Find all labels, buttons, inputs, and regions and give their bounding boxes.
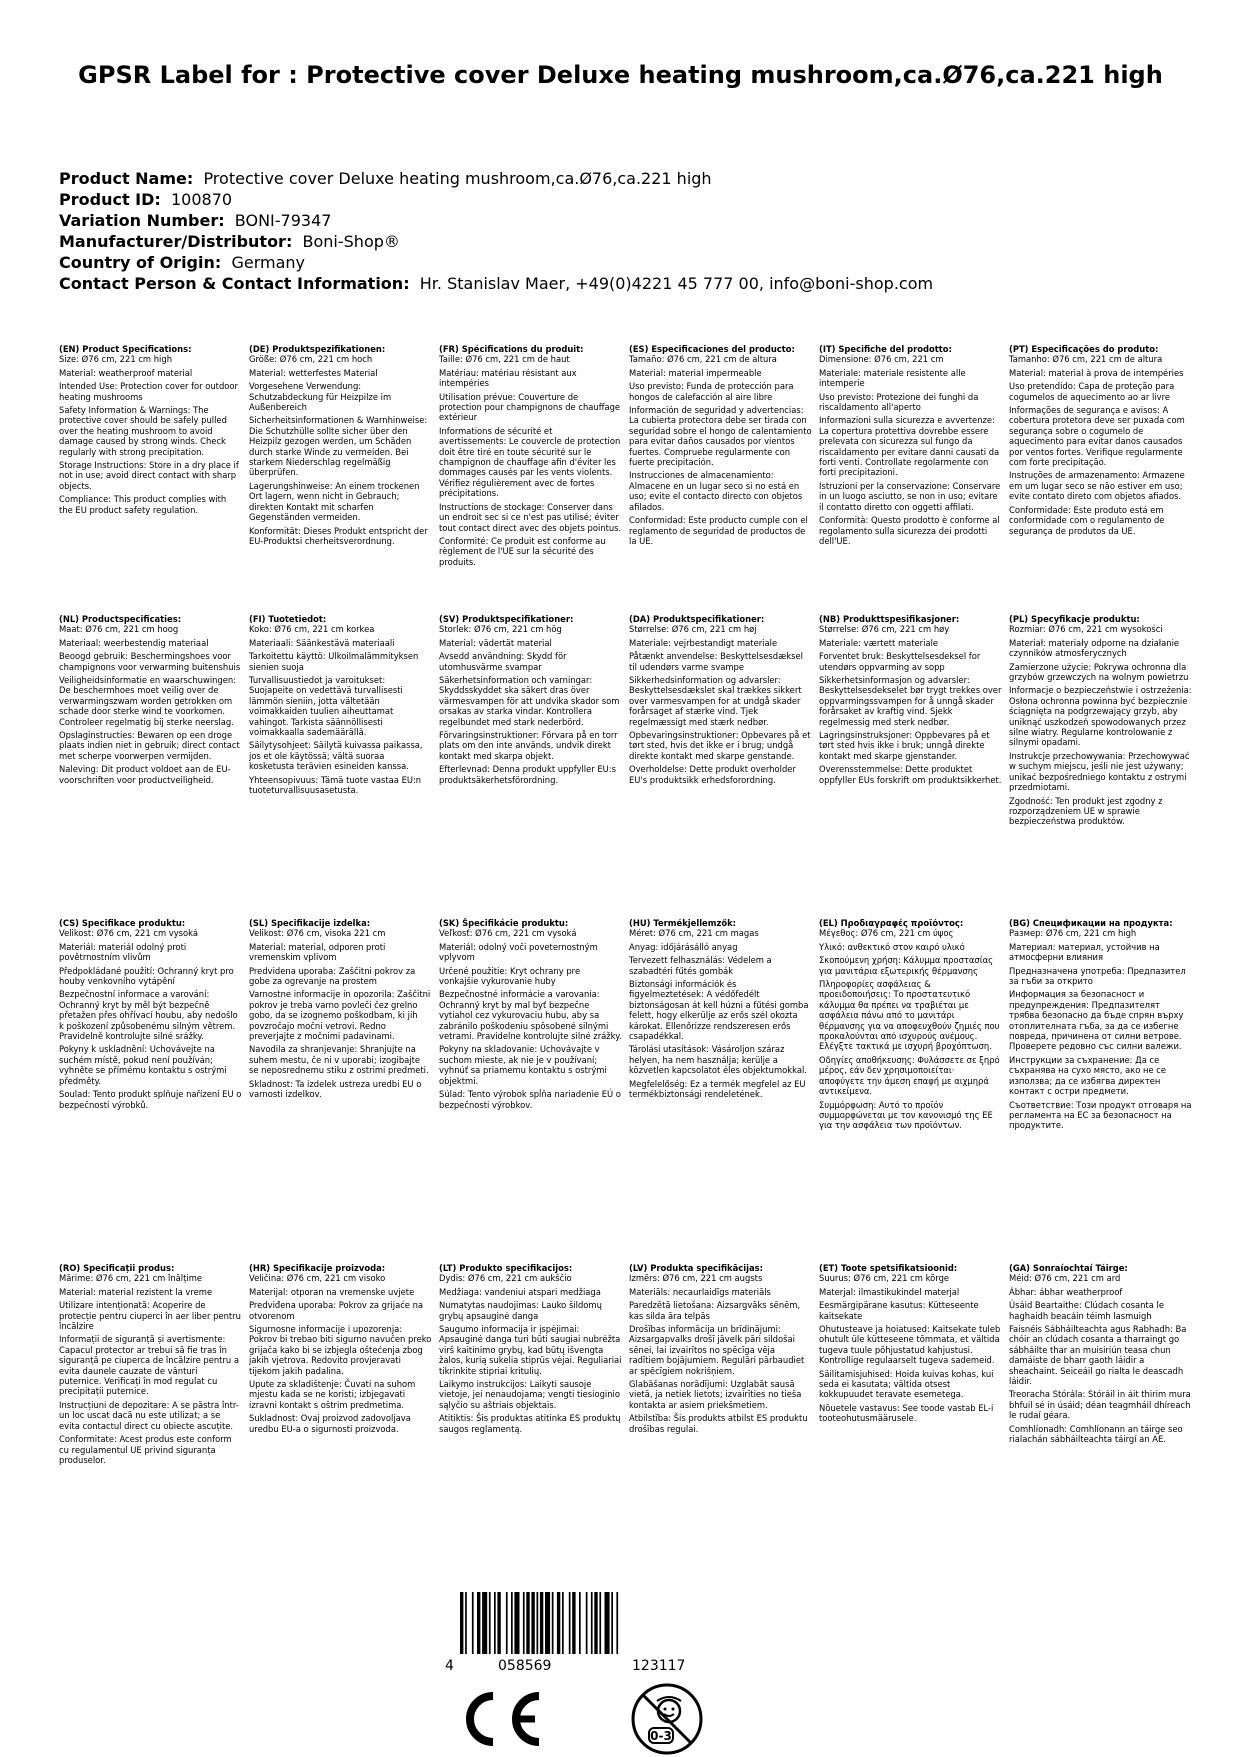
barcode-bar — [572, 1592, 575, 1654]
spec-heading: (PT) Especificações do produto: — [1009, 344, 1159, 354]
spec-line: Rozmiar: Ø76 cm, 221 cm wysokości — [1009, 624, 1163, 635]
spec-block — [819, 614, 1008, 918]
spec-line: Atbilstība: Šis produkts atbilst ES produktu drošības regulai. — [629, 1413, 808, 1434]
spec-line: Materiał: materiały odporne na działanie czynników atmosferycznych — [1009, 637, 1180, 659]
spec-line: Saugumo informacija ir įspėjimai: Apsauginė danga turi būti saugiai nubrėžta virš kaitinimo grybų, kad būtų išvengta žalos, kurią sukelia stiprūs vėjai. Reguliariai tikrinkite stipriai kritulių. — [439, 1324, 622, 1376]
barcode-bar — [460, 1592, 463, 1654]
spec-line: Informações de segurança e avisos: A cobertura protetora deve ser puxada com segurança sobre o cogumelo de aquecimento para evitar danos causados por ventos fortes. Verifique regularmente com forte precipitação. — [1009, 405, 1185, 468]
spec-row — [59, 344, 1199, 614]
spec-line: Skladnost: Ta izdelek ustreza uredbi EU o varnosti izdelkov. — [249, 1078, 422, 1100]
spec-line: Pokyny k uskladnění: Uchovávejte na suchém místě, pokud není používán; vyhněte se přímému kontaktu s ostrými předměty. — [59, 1044, 227, 1086]
spec-line: Compliance: This product complies with the EU product safety regulation. — [59, 494, 227, 515]
spec-line: Bezpečnostní informace a varování: Ochranný kryt by měl být bezpečně přetažen přes ohřívací houbu, aby nedošlo k poškození způsobenému silným větrem. Pravidelně kontrolujte silné srážky. — [59, 989, 238, 1042]
spec-line: Numatytas naudojimas: Lauko šildomų grybų apsauginė danga — [439, 1300, 602, 1321]
spec-line: Forventet bruk: Beskyttelsesdeksel for utendørs oppvarming av sopp — [819, 651, 981, 672]
spec-line: Upute za skladištenje: Čuvati na suhom mjestu kada se ne koristi; izbjegavati izravni kontakt s oštrim predmetima. — [249, 1379, 416, 1410]
info-label: Variation Number: — [59, 211, 225, 230]
barcode-bar — [616, 1592, 618, 1654]
spec-block — [819, 918, 1008, 1263]
spec-line: Úsáid Beartaithe: Clúdach cosanta le haghaidh beacáin téimh lasmuigh — [1009, 1300, 1164, 1321]
info-row — [59, 252, 1209, 273]
spec-line: Navodila za shranjevanje: Shranjujte na suhem mestu, če ni v uporabi; izogibajte se neposrednemu stiku z ostrimi predmeti. — [249, 1044, 429, 1076]
spec-line: Conformitate: Acest produs este conform cu regulamentul UE privind siguranța produselor. — [59, 1434, 232, 1465]
barcode-bar — [511, 1592, 513, 1654]
barcode-bar — [472, 1592, 474, 1654]
spec-line: Säilitamisjuhised: Hoida kuivas kohas, kui seda ei kasutata; vältida otsest kokkupuudet teravate esemetega. — [819, 1368, 994, 1400]
barcode-bar — [569, 1592, 571, 1654]
spec-line: Informații de siguranță și avertismente: Capacul protector ar trebui să fie tras în siguranță pe ciuperca de încălzire pentru a evita daunele cauzate de vânturi puternice. Verificați în mod regulat cu precipitații puternice. — [59, 1334, 240, 1397]
spec-line: Bezpečnostné informácie a varovania: Ochranný kryt by mal byť bezpečne vytiahol cez vykurovaciu hubu, aby sa zabránilo poškodeniu spôsobené silnými vetrami. Pravidelne kontrolujte silné zrážky. — [439, 989, 622, 1042]
spec-line: Materiál: materiál odolný proti povětrnostním vlivům — [59, 941, 187, 963]
spec-line: Material: material, odporen proti vremenskim vplivom — [249, 941, 386, 963]
spec-line: Matériau: matériau résistant aux intempéries — [439, 367, 577, 389]
spec-heading: (BG) Спецификации на продукта: — [1009, 918, 1173, 928]
barcode-bar — [562, 1592, 564, 1654]
info-value: Protective cover Deluxe heating mushroom,ca.Ø76,ca.221 high — [203, 169, 712, 188]
spec-heading: (SV) Produktspecifikationer: — [439, 614, 574, 624]
spec-line: Paredzētā lietošana: Aizsargvāks sēnēm, kas silda āra telpās — [629, 1300, 801, 1321]
spec-heading: (HU) Termékjellemzők: — [629, 918, 737, 928]
spec-line: Dydis: Ø76 cm, 221 cm aukščio — [439, 1273, 572, 1284]
spec-line: Utilizare intenționată: Acoperire de protecție pentru ciuperci în aer liber pentru încălzire — [59, 1300, 241, 1332]
spec-line: Conformidade: Este produto está em conformidade com o regulamento de segurança de produtos da UE. — [1009, 504, 1165, 536]
spec-block — [1009, 614, 1198, 918]
spec-block — [249, 344, 438, 614]
barcode-digits-middle: 058569 — [498, 1658, 552, 1672]
barcode-bars — [460, 1592, 618, 1654]
spec-line: Yhteensopivuus: Tämä tuote vastaa EU:n tuoteturvallisuusasetusta. — [249, 774, 422, 796]
age-label: 0-3 — [650, 1729, 672, 1743]
spec-line: Instrucciones de almacenamiento: Almacene en un lugar seco si no está en uso; evite el contacto directo con objetos afilados. — [629, 470, 803, 512]
barcode-bar — [594, 1592, 597, 1654]
spec-line: Instructions de stockage: Conserver dans un endroit sec si ce n'est pas utilisé; éviter tout contact direct avec des objets pointus. — [439, 501, 622, 533]
spec-heading: (FI) Tuotetiedot: — [249, 614, 327, 624]
barcode-bar — [526, 1592, 529, 1654]
barcode-bar — [494, 1592, 496, 1654]
spec-line: Sukladnost: Ovaj proizvod zadovoljava uredbu EU-a o sigurnosti proizvoda. — [249, 1413, 411, 1434]
spec-line: Материал: материал, устойчив на атмосферни влияния — [1009, 941, 1160, 963]
spec-heading: (FR) Spécifications du produit: — [439, 344, 584, 354]
info-label: Contact Person & Contact Information: — [59, 274, 410, 293]
spec-line: Material: material rezistent la vreme — [59, 1286, 213, 1297]
spec-line: Suurus: Ø76 cm, 221 cm kõrge — [819, 1273, 950, 1284]
spec-line: Σκοπούμενη χρήση: Κάλυμμα προστασίας για μανιτάρια εξωτερικής θέρμανσης — [819, 955, 994, 976]
spec-block — [439, 614, 628, 918]
spec-line: Predvidena uporaba: Zaščitni pokrov za gobe za ogrevanje na prostem — [249, 965, 416, 987]
spec-line: Material: wetterfestes Material — [249, 367, 378, 378]
spec-line: Dimensione: Ø76 cm, 221 cm — [819, 354, 944, 365]
barcode-bar — [465, 1592, 467, 1654]
barcode-bar — [579, 1592, 581, 1654]
spec-line: Veličina: Ø76 cm, 221 cm visoko — [249, 1273, 386, 1284]
spec-line: Treoracha Stórála: Stóráil in áit thirim mura bhfuil sé in úsáid; déan teagmháil dhíreach le rudaí géara. — [1009, 1389, 1191, 1421]
spec-block — [439, 918, 628, 1263]
spec-line: Medžiaga: vandeniui atspari medžiaga — [439, 1286, 601, 1297]
spec-line: Sikkerhedsinformation og advarsler: Beskyttelsesdækslet skal trækkes sikkert over varmesvampen for at undgå skader forårsaget af stærke vind. Tjek regelmæssigt med stærk nedbør. — [629, 675, 802, 727]
info-value: Hr. Stanislav Maer, +49(0)4221 45 777 00, info@boni-shop.com — [419, 274, 934, 293]
spec-line: Uso previsto: Funda de protección para hongos de calefacción al aire libre — [629, 381, 794, 402]
spec-heading: (ET) Toote spetsifikatsioonid: — [819, 1263, 958, 1273]
barcode-bar — [586, 1592, 588, 1654]
info-row — [59, 231, 1209, 252]
spec-line: Materjal: ilmastikukindel materjal — [819, 1286, 960, 1297]
spec-line: Taille: Ø76 cm, 221 cm de haut — [439, 354, 570, 365]
spec-line: Opslaginstructies: Bewaren op een droge plaats indien niet in gebruik; direct contact met scherpe voorwerpen vermijden. — [59, 730, 240, 761]
spec-line: Megfelelőség: Ez a termék megfelel az EU termékbiztonsági rendeletének. — [629, 1078, 806, 1100]
spec-line: Material: material à prova de intempéries — [1009, 367, 1184, 378]
spec-block — [1009, 1263, 1198, 1533]
barcode-digits-right: 123117 — [632, 1658, 686, 1672]
info-label: Product ID: — [59, 190, 161, 209]
spec-line: Utilisation prévue: Couverture de protection pour champignons de chauffage extérieur — [439, 391, 621, 423]
spec-line: Informazioni sulla sicurezza e avvertenze: La copertura protettiva dovrebbe essere prelevata con sicurezza sul fungo da riscaldamento per evitare danni causati da forti venti. Controllate regolarmente con forti precipitazioni. — [819, 415, 1000, 478]
spec-line: Materijal: otporan na vremenske uvjete — [249, 1286, 415, 1297]
spec-line: Materiale: materiale resistente alle intemperie — [819, 367, 966, 389]
spec-line: Zgodność: Ten produkt jest zgodny z rozporządzeniem UE w sprawie bezpieczeństwa produktów. — [1009, 795, 1163, 827]
spec-line: Méret: Ø76 cm, 221 cm magas — [629, 928, 759, 939]
spec-line: Efterlevnad: Denna produkt uppfyller EU:s produktsäkerhetsförordning. — [439, 764, 616, 785]
spec-heading: (IT) Specifiche del prodotto: — [819, 344, 952, 354]
spec-line: Nõuetele vastavus: See toode vastab EL-i tooteohutusmäärusele. — [819, 1402, 994, 1424]
spec-line: Beoogd gebruik: Beschermingshoes voor champignons voor verwarming buitenshuis — [59, 651, 241, 672]
spec-line: Varnostne informacije in opozorila: Zaščitni pokrov je treba varno povleči čez grelno gobo, da se izognemo poškodbam, ki jih povzročajo močni vetrovi. Redno preverjajte z močnimi padavinami. — [249, 989, 431, 1042]
spec-line: Soulad: Tento produkt splňuje nařízení EU o bezpečnosti výrobků. — [59, 1089, 242, 1110]
spec-block — [439, 344, 628, 614]
barcode-bar — [540, 1592, 543, 1654]
spec-line: Инструкции за съхранение: Да се съхранява на сухо място, ако не се използва; да се избягва директен контакт с остри предмети. — [1009, 1054, 1167, 1097]
spec-line: Material: vädertät material — [439, 637, 552, 648]
spec-line: Υλικό: ανθεκτικό στον καιρό υλικό — [819, 941, 965, 952]
spec-heading: (NL) Productspecificaties: — [59, 614, 182, 624]
spec-line: Size: Ø76 cm, 221 cm high — [59, 354, 173, 365]
spec-line: Информация за безопасност и предупреждения: Предпазителят трябва безопасно да бъде спрян върху отоплителната гъба, за да се избегне повреда, причинена от силни ветрове. Проверете редовно със силни валежи. — [1009, 989, 1184, 1052]
spec-line: Materiaali: Säänkestävä materiaali — [249, 637, 395, 648]
spec-line: Sikkerhetsinformasjon og advarsler: Beskyttelsesdekselet bør trygt trekkes over oppvarmingssvampen for å unngå skader forårsaket av kraftig vind. Sjekk regelmessig med sterk nedbør. — [819, 675, 1002, 727]
spec-line: Vorgesehene Verwendung: Schutzabdeckung für Heizpilze im Außenbereich — [249, 381, 392, 413]
spec-line: Förvaringsinstruktioner: Förvara på en torr plats om den inte används, undvik direkt kontakt med skarpa objekt. — [439, 730, 618, 761]
spec-block — [1009, 918, 1198, 1263]
spec-line: Pokyny na skladovanie: Uchovávajte v suchom mieste, ak nie je v používaní; vyhnúť sa priamemu kontaktu s ostrými objektmi. — [439, 1044, 607, 1086]
spec-heading: (GA) Sonraíochtaí Táirge: — [1009, 1263, 1128, 1273]
spec-line: Materiaal: weerbestendig materiaal — [59, 637, 209, 648]
info-row — [59, 210, 1209, 231]
spec-heading: (CS) Specifikace produktu: — [59, 918, 186, 928]
barcode-bar — [552, 1592, 554, 1654]
barcode-bar — [506, 1592, 508, 1654]
spec-line: Predviđena uporaba: Pokrov za grijaće na otvorenom — [249, 1300, 424, 1321]
spec-line: Koko: Ø76 cm, 221 cm korkea — [249, 624, 375, 635]
spec-line: Materiāls: necaurlaidīgs materiāls — [629, 1286, 771, 1297]
spec-line: Biztonsági információk és figyelmeztetések: A védőfedélt biztonságosan át kell húzni a fűtési gomba felett, hogy elkerülje az erős szél okozta károkat. Ellenőrizze rendszeresen erős csapadékkal. — [629, 979, 809, 1042]
spec-line: Sicherheitsinformationen & Warnhinweise: Die Schutzhülle sollte sicher über den Heizpilz gezogen werden, um Schäden durch starke Winde zu vermeiden. Bei starkem Niederschlag regelmäßig überprüfen. — [249, 415, 428, 478]
spec-block — [59, 918, 248, 1263]
spec-line: Overholdelse: Dette produkt overholder EU's produktsikk erhedsforordning. — [629, 764, 796, 785]
spec-line: Uso previsto: Protezione dei funghi da riscaldamento all'aperto — [819, 391, 979, 413]
spec-line: Størrelse: Ø76 cm, 221 cm høj — [629, 624, 757, 635]
spec-line: Súlad: Tento výrobok spĺňa nariadenie EÚ o bezpečnosti výrobkov. — [439, 1089, 621, 1110]
barcode-bar — [599, 1592, 601, 1654]
barcode-bar — [537, 1592, 539, 1654]
spec-line: Avsedd användning: Skydd för utomhusvärme svampar — [439, 651, 567, 672]
spec-block — [1009, 344, 1198, 614]
barcode-bar — [545, 1592, 550, 1654]
spec-line: Atitiktis: Šis produktas atitinka ES produktų saugos reglamentą. — [439, 1413, 621, 1434]
spec-block — [59, 344, 248, 614]
spec-heading: (NB) Produkttspesifikasjoner: — [819, 614, 960, 624]
info-row — [59, 168, 1209, 189]
spec-line: Faisnéis Sábháilteachta agus Rabhadh: Ba chóir an clúdach cosanta a tharraingt go sábháilte thar an muisiriún teasa chun damáiste de bharr gaoth láidir a sheachaint. Seiceáil go rialta le deascadh láidir. — [1009, 1324, 1187, 1387]
info-value: BONI-79347 — [234, 211, 332, 230]
spec-line: Anyag: időjárásálló anyag — [629, 941, 738, 952]
spec-line: Méid: Ø76 cm, 221 cm ard — [1009, 1273, 1121, 1284]
info-row — [59, 189, 1209, 210]
spec-heading: (LV) Produkta specifikācijas: — [629, 1263, 763, 1273]
spec-block — [629, 918, 818, 1263]
spec-heading: (EL) Προδιαγραφές προϊόντος: — [819, 918, 964, 928]
spec-line: Størrelse: Ø76 cm, 221 cm høy — [819, 624, 950, 635]
spec-line: Istruzioni per la conservazione: Conservare in un luogo asciutto, se non in uso; evitare il contatto diretto con oggetti affilati. — [819, 480, 1001, 512]
barcode — [440, 1592, 760, 1672]
spec-line: Maat: Ø76 cm, 221 cm hoog — [59, 624, 179, 635]
info-label: Manufacturer/Distributor: — [59, 232, 293, 251]
spec-line: Storlek: Ø76 cm, 221 cm hög — [439, 624, 562, 635]
spec-block — [629, 1263, 818, 1533]
spec-heading: (ES) Especificaciones del producto: — [629, 344, 795, 354]
spec-line: Určené použitie: Kryt ochrany pre vonkajšie vykurovanie huby — [439, 965, 581, 987]
spec-line: Comhlíonadh: Comhlíonann an táirge seo rialachán sábháilteachta táirgí an AE. — [1009, 1423, 1183, 1445]
spec-line: Sigurnosne informacije i upozorenja: Pokrov bi trebao biti sigurno navučen preko grijača kako bi se izbjegla oštećenja zbog jakih vjetrova. Redovito provjeravati tijekom jakih padalina. — [249, 1324, 432, 1376]
spec-block — [59, 1263, 248, 1533]
spec-heading: (SK) Špecifikácie produktu: — [439, 918, 569, 928]
spec-line: Instrucțiuni de depozitare: A se păstra într-un loc uscat dacă nu este utilizat; a se evita contactul direct cu obiecte ascuțite. — [59, 1399, 239, 1431]
barcode-bar — [605, 1592, 610, 1654]
barcode-bar — [591, 1592, 593, 1654]
spec-line: Veiligheidsinformatie en waarschuwingen: De beschermhoes moet veilig over de verwarmingszwam worden getrokken om schade door sterke wind te voorkomen. Controleer regelmatig bij sterke neerslag. — [59, 675, 237, 727]
spec-row — [59, 1263, 1199, 1533]
spec-line: Drošības informācija un brīdinājumi: Aizsargapvalks drošī jāvelk pāri sildošai sēnei, lai izvairītos no spēcīga vēja radītiem bojājumiem. Regulāri pārbaudiet ar spēcīgiem nokrišņiem. — [629, 1324, 805, 1376]
spec-line: Eesmärgipärane kasutus: Kütteseente kaitsekate — [819, 1300, 979, 1321]
spec-line: Uso pretendido: Capa de proteção para cogumelos de aquecimento ao ar livre — [1009, 381, 1175, 402]
spec-line: Materiál: odolný voči poveternostným vplyvom — [439, 941, 598, 963]
spec-line: Tarkoitettu käyttö: Ulkoilmalämmityksen sienien suoja — [249, 651, 419, 672]
spec-line: Συμμόρφωση: Αυτό το προϊόν συμμορφώνεται με τον κανονισμό της ΕΕ για την ασφάλεια των προϊόντων. — [819, 1099, 993, 1131]
spec-line: Μέγεθος: Ø76 cm, 221 cm ύψος — [819, 928, 954, 939]
spec-line: Tamaño: Ø76 cm, 221 cm de altura — [629, 354, 777, 365]
info-value: 100870 — [170, 190, 233, 209]
spec-line: Intended Use: Protection cover for outdoor heating mushrooms — [59, 381, 238, 402]
info-label: Product Name: — [59, 169, 194, 188]
spec-line: Izmērs: Ø76 cm, 221 cm augsts — [629, 1273, 763, 1284]
info-label: Country of Origin: — [59, 253, 222, 272]
spec-block — [819, 1263, 1008, 1533]
spec-heading: (EN) Product Specifications: — [59, 344, 192, 354]
barcode-bar — [489, 1592, 491, 1654]
spec-line: Instrukcje przechowywania: Przechowywać w suchym miejscu, jeśli nie jest używany; unikać bezpośredniego kontaktu z ostrymi przedmiotami. — [1009, 750, 1190, 793]
barcode-bar — [477, 1592, 480, 1654]
spec-heading: (SL) Specifikacije izdelka: — [249, 918, 371, 928]
spec-line: Opbevaringsinstruktioner: Opbevares på et tørt sted, hvis det ikke er i brug; undgå direkte kontakt med skarpe genstande. — [629, 730, 811, 761]
spec-line: Materiale: vejrbestandigt materiale — [629, 637, 778, 648]
spec-line: Veľkosť: Ø76 cm, 221 cm vysoká — [439, 928, 577, 939]
spec-line: Съответствие: Този продукт отговаря на регламента на ЕС за безопасност на продуктите. — [1009, 1099, 1192, 1131]
spec-line: Lagerungshinweise: An einem trockenen Ort lagern, wenn nicht in Gebrauch; direkten Kontakt mit scharfen Gegenständen vermeiden. — [249, 480, 420, 523]
spec-block — [629, 614, 818, 918]
barcode-bar — [514, 1592, 519, 1654]
spec-line: Informations de sécurité et avertissements: Le couvercle de protection doit être tiré en toute sécurité sur le champignon de chauffage afin d'éviter les dommages causés par les vents violents. Vérifiez régulièrement avec de fortes précipitations. — [439, 425, 621, 499]
info-row — [59, 273, 1209, 294]
spec-line: Velikost: Ø76 cm, visoka 221 cm — [249, 928, 386, 939]
spec-line: Material: weatherproof material — [59, 367, 193, 378]
spec-line: Instruções de armazenamento: Armazene em um lugar seco se não estiver em uso; evite contato direto com objetos afiados. — [1009, 470, 1185, 502]
not-suitable-0-3-icon — [629, 1681, 705, 1757]
spec-heading: (HR) Specifikacije proizvoda: — [249, 1263, 386, 1273]
spec-line: Mărime: Ø76 cm, 221 cm înălțime — [59, 1273, 203, 1284]
spec-line: Säilytysohjeet: Säilytä kuivassa paikassa, jos et ole käytössä; vältä suoraa kosketusta terävien esineiden kanssa. — [249, 740, 423, 772]
spec-block — [439, 1263, 628, 1533]
spec-block — [59, 614, 248, 918]
barcode-bar — [557, 1592, 560, 1654]
specifications-grid — [59, 344, 1199, 1533]
spec-line: Påtænkt anvendelse: Beskyttelsesdæksel til udendørs varme svampe — [629, 651, 803, 672]
product-info — [59, 168, 1209, 294]
spec-line: Información de seguridad y advertencias: La cubierta protectora debe ser tirada con seguridad sobre el hongo de calentamiento para evitar daños causados por vientos fuertes. Compruebe regularmente con fuerte precipitación. — [629, 405, 812, 468]
spec-line: Размер: Ø76 cm, 221 cm high — [1009, 928, 1137, 939]
spec-line: Glabāšanas norādījumi: Uzglabāt sausā vietā, ja netiek lietots; izvairīties no tieša kontakta ar asiem priekšmetiem. — [629, 1379, 802, 1410]
spec-line: Conformité: Ce produit est conforme au règlement de l'UE sur la sécurité des produits. — [439, 535, 606, 567]
spec-line: Lagringsinstruksjoner: Oppbevares på et tørt sted hvis ikke i bruk; unngå direkte kontakt med skarpe gjenstander. — [819, 730, 990, 761]
spec-line: Velikost: Ø76 cm, 221 cm vysoká — [59, 928, 198, 939]
info-value: Boni-Shop® — [302, 232, 400, 251]
barcode-bar — [523, 1592, 525, 1654]
barcode-bar — [531, 1592, 534, 1654]
spec-heading: (RO) Specificații produs: — [59, 1263, 175, 1273]
page-title: GPSR Label for : Protective cover Deluxe heating mushroom,ca.Ø76,ca.221 high — [78, 61, 1163, 89]
spec-line: Material: material impermeable — [629, 367, 762, 378]
spec-line: Informacje o bezpieczeństwie i ostrzeżenia: Osłona ochronna powinna być bezpiecznie ściągnięta na podgrzewający grzyb, aby uniknąć uszkodzeń spowodowanych przez silne wiatry. Regularne kontrolowanie z silnymi opadami. — [1009, 685, 1192, 748]
spec-row — [59, 918, 1199, 1263]
spec-line: Πληροφορίες ασφάλειας & προειδοποιήσεις: Το προστατευτικό κάλυμμα θα πρέπει να τραβιέται με ασφάλεια πάνω από το μανιτάρι θέρμανσης για να αποφευχθούν ζημιές που προκαλούνται από ισχυρούς ανέμους. Ελέγξτε τακτικά με ισχυρή βροχόπτωση. — [819, 979, 1000, 1052]
spec-line: Storage Instructions: Store in a dry place if not in use; avoid direct contact with sharp objects. — [59, 460, 239, 491]
spec-heading: (LT) Produkto specifikacijos: — [439, 1263, 573, 1273]
spec-line: Turvallisuustiedot ja varoitukset: Suojapeite on vedettävä turvallisesti lämmön sieniin, jotta vältetään voimakkaiden tuulien aiheuttamat vahingot. Tarkista säännöllisesti voimakkaalla sademäärällä. — [249, 675, 403, 738]
info-value: Germany — [231, 253, 305, 272]
spec-line: Tamanho: Ø76 cm, 221 cm de altura — [1009, 354, 1163, 365]
barcode-digit-left: 4 — [445, 1658, 454, 1672]
spec-line: Předpokládané použití: Ochranný kryt pro houby venkovního vytápění — [59, 965, 234, 987]
spec-line: Größe: Ø76 cm, 221 cm hoch — [249, 354, 373, 365]
spec-line: Overensstemmelse: Dette produktet oppfyller EUs forskrift om produktsikkerhet. — [819, 764, 1002, 785]
spec-line: Tárolási utasítások: Vásároljon száraz helyen, ha nem használja; kerülje a közvetlen kapcsolatot éles objektumokkal. — [629, 1044, 807, 1076]
barcode-bar — [497, 1592, 500, 1654]
spec-line: Säkerhetsinformation och varningar: Skyddsskyddet ska säkert dras över värmesvampen för att undvika skador som orsakas av starka vindar. Kontrollera regelbundet med stark nederbörd. — [439, 675, 620, 727]
spec-line: Οδηγίες αποθήκευσης: Φυλάσσετε σε ξηρό μέρος, εάν δεν χρησιμοποιείται· αποφύγετε την άμεση επαφή με αιχμηρά αντικείμενα. — [819, 1054, 1000, 1097]
spec-block — [249, 614, 438, 918]
spec-line: Safety Information & Warnings: The protective cover should be safely pulled over the heating mushroom to avoid damage caused by strong winds. Check regularly with strong precipitation. — [59, 405, 227, 457]
spec-line: Laikymo instrukcijos: Laikyti sausoje vietoje, jei nenaudojama; vengti tiesioginio sąlyčio su aštriais objektais. — [439, 1379, 620, 1410]
spec-block — [819, 344, 1008, 614]
spec-heading: (DE) Produktspezifikationen: — [249, 344, 386, 354]
spec-block — [629, 344, 818, 614]
spec-line: Ohutusteave ja hoiatused: Kaitsekate tuleb ohutult üle kütteseene tõmmata, et vältida tugeva tuule põhjustatud kahjustusi. Kontrollige regulaarselt tugeva sademeid. — [819, 1324, 1001, 1366]
spec-line: Conformidad: Este producto cumple con el reglamento de seguridad de productos de la UE. — [629, 515, 808, 546]
barcode-bar — [611, 1592, 613, 1654]
spec-heading: (DA) Produktspecifikationer: — [629, 614, 765, 624]
spec-line: Naleving: Dit product voldoet aan de EU-voorschriften voor productveiligheid. — [59, 764, 231, 785]
ce-mark-icon — [455, 1690, 543, 1748]
spec-block — [249, 1263, 438, 1533]
spec-line: Tervezett felhasználás: Védelem a szabadtéri fűtés gombák — [629, 955, 772, 976]
spec-line: Предназначена употреба: Предпазител за гъби за открито — [1009, 965, 1186, 987]
spec-line: Materiale: værtett materiale — [819, 637, 939, 648]
spec-line: Konformität: Dieses Produkt entspricht der EU-Produktsi cherheitsverordnung. — [249, 525, 428, 546]
spec-heading: (PL) Specyfikacje produktu: — [1009, 614, 1140, 624]
barcode-bar — [482, 1592, 487, 1654]
spec-line: Ábhar: ábhar weatherproof — [1009, 1286, 1123, 1297]
spec-row — [59, 614, 1199, 918]
spec-block — [249, 918, 438, 1263]
spec-line: Conformità: Questo prodotto è conforme al regolamento sulla sicurezza dei prodotti dell'UE. — [819, 515, 1000, 546]
spec-line: Zamierzone użycie: Pokrywa ochronna dla grzybów grzewczych na wolnym powietrzu — [1009, 661, 1189, 683]
